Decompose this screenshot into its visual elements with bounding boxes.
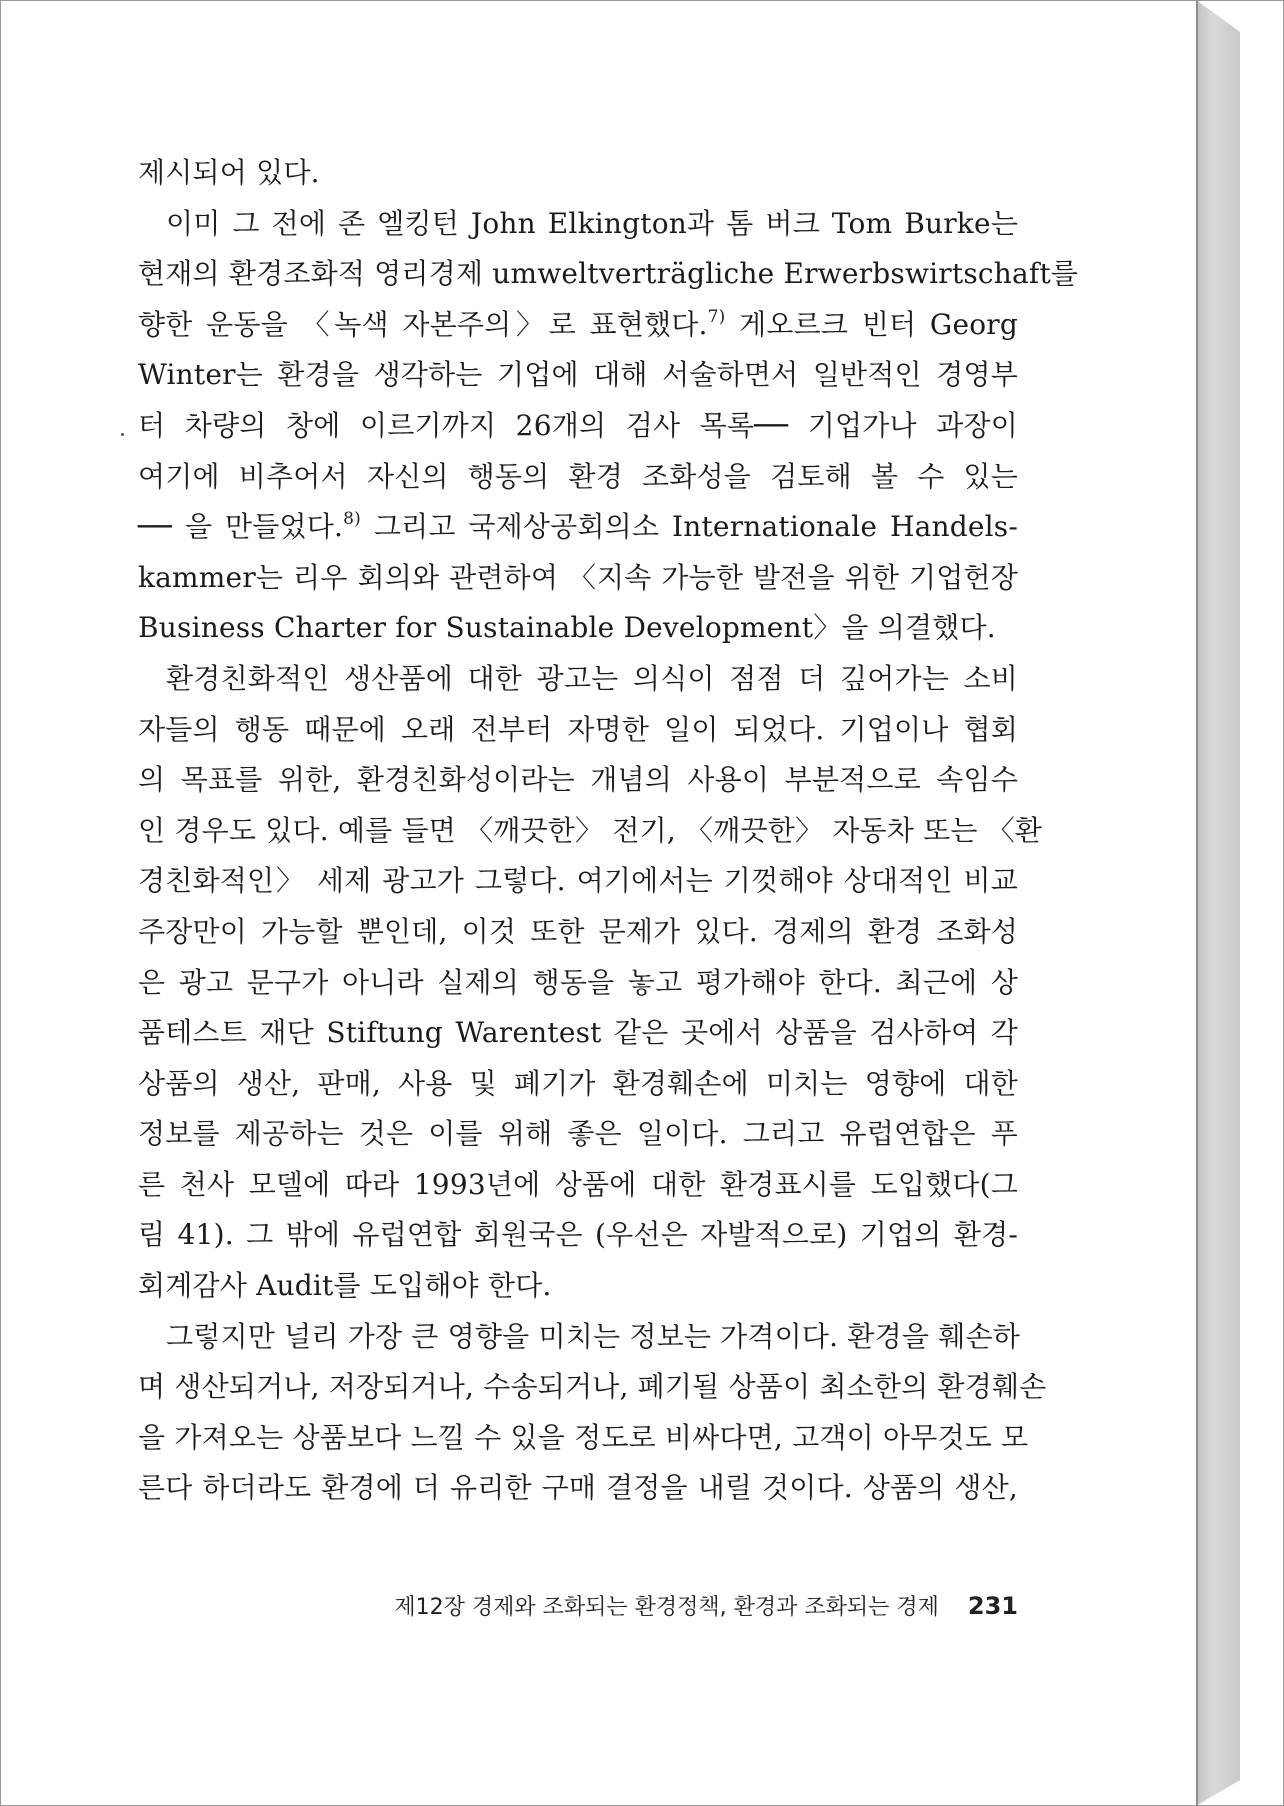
text-line-content: 주장만이 가능할 뿐인데, 이것 또한 문제가 있다. 경제의 환경 조화성 [138, 914, 1018, 948]
text-line [138, 199, 1018, 250]
text-line-content: 이미 그 전에 존 엘킹턴 John Elkington과 톰 버크 Tom Burke는 [166, 206, 1018, 240]
text-line-content: 여기에 비추어서 자신의 행동의 환경 조화성을 검토해 볼 수 있는 [138, 459, 1018, 493]
text-line [138, 401, 1018, 452]
text-line [138, 1463, 1018, 1514]
text-line-content: 터 차량의 창에 이르기까지 26개의 검사 목록── 기업가나 과장이 [138, 408, 1018, 442]
text-line-content: 제시되어 있다. [138, 156, 320, 189]
text-line [138, 1261, 1018, 1312]
text-line-content: 을 가져오는 상품보다 느낄 수 있을 정도로 비싸다면, 고객이 아무것도 모 [138, 1420, 1029, 1454]
text-line [138, 1312, 1018, 1363]
text-line [138, 502, 1018, 553]
text-line [138, 553, 1018, 604]
text-line [138, 1160, 1018, 1211]
text-line-content: 며 생산되거나, 저장되거나, 수송되거나, 폐기될 상품이 최소한의 환경훼손 [138, 1370, 1047, 1404]
text-line [138, 1059, 1018, 1110]
page-number: 231 [967, 1592, 1018, 1620]
text-line-content: 른 천사 모델에 따라 1993년에 상품에 대한 환경표시를 도입했다(그 [138, 1167, 1018, 1201]
text-line-content: 의 목표를 위한, 환경친화성이라는 개념의 사용이 부분적으로 속임수 [138, 763, 1018, 797]
text-line-content: 은 광고 문구가 아니라 실제의 행동을 놓고 평가해야 한다. 최근에 상 [138, 965, 1018, 999]
body-text [138, 148, 1079, 1514]
text-line [138, 300, 1018, 351]
footnote-ref: 8) [343, 509, 361, 530]
text-line [138, 806, 1043, 857]
text-line-content: 환경친화적인 생산품에 대한 광고는 의식이 점점 더 깊어가는 소비 [166, 661, 1018, 695]
footnote-ref: 7) [707, 306, 726, 327]
text-line [138, 603, 1018, 654]
text-line [138, 452, 1018, 503]
text-line-content: 림 41). 그 밖에 유럽연합 회원국은 (우선은 자발적으로) 기업의 환경- [138, 1218, 1018, 1252]
text-line-continuation: 게오르크 빈터 Georg [725, 307, 1018, 341]
text-line-content: 경친화적인〉 세제 광고가 그렇다. 여기에서는 기껏해야 상대적인 비교 [138, 864, 1018, 898]
page-edge-shadow [1196, 0, 1240, 1806]
text-line-content: 향한 운동을 〈녹색 자본주의〉로 표현했다. [138, 307, 708, 341]
text-line-content: 상품의 생산, 판매, 사용 및 폐기가 환경훼손에 미치는 영향에 대한 [138, 1066, 1018, 1100]
text-line [138, 705, 1018, 756]
text-line [138, 958, 1018, 1009]
text-line-continuation: 그리고 국제상공회의소 Internationale Handels- [361, 510, 1018, 544]
text-line [138, 1362, 1047, 1413]
text-line-content: 자들의 행동 때문에 오래 전부터 자명한 일이 되었다. 기업이나 협회 [138, 712, 1018, 746]
text-line [138, 148, 1018, 199]
text-line [138, 350, 1018, 401]
text-line [138, 1008, 1018, 1059]
text-line [138, 1413, 1029, 1464]
text-line [138, 1210, 1018, 1261]
text-line-content: 품테스트 재단 Stiftung Warentest 같은 곳에서 상품을 검사하여 각 [138, 1016, 1018, 1050]
text-line-content: 현재의 환경조화적 영리경제 umweltverträgliche Erwerbswirtschaft를 [138, 257, 1079, 291]
text-line [138, 856, 1018, 907]
text-line [138, 907, 1018, 958]
page-edge-line [1196, 0, 1198, 1806]
page-footer [394, 1590, 1018, 1621]
text-line-content: ── 을 만들었다. [138, 510, 344, 544]
text-line-content: 른다 하더라도 환경에 더 유리한 구매 결정을 내릴 것이다. 상품의 생산, [138, 1471, 1018, 1505]
text-line-content: kammer는 리우 회의와 관련하여 〈지속 가능한 발전을 위한 기업헌장 [138, 560, 1018, 594]
text-line-content: Business Charter for Sustainable Development〉을 의결했다. [138, 611, 996, 645]
text-line-content: 회계감사 Audit를 도입해야 한다. [138, 1269, 552, 1303]
text-line [138, 654, 1018, 705]
text-line-content: Winter는 환경을 생각하는 기업에 대해 서술하면서 일반적인 경영부 [138, 358, 1018, 392]
text-line [138, 1109, 1018, 1160]
text-line [138, 249, 1079, 300]
text-line-content: 정보를 제공하는 것은 이를 위해 좋은 일이다. 그리고 유럽연합은 푸 [138, 1117, 1018, 1151]
stray-mark [121, 433, 124, 436]
running-title: 제12장 경제와 조화되는 환경정책, 환경과 조화되는 경제 [394, 1595, 939, 1620]
text-line-content: 인 경우도 있다. 예를 들면 〈깨끗한〉 전기, 〈깨끗한〉 자동차 또는 〈환 [138, 813, 1043, 847]
text-line-content: 그렇지만 널리 가장 큰 영향을 미치는 정보는 가격이다. 환경을 훼손하 [166, 1319, 1020, 1353]
text-line [138, 755, 1018, 806]
